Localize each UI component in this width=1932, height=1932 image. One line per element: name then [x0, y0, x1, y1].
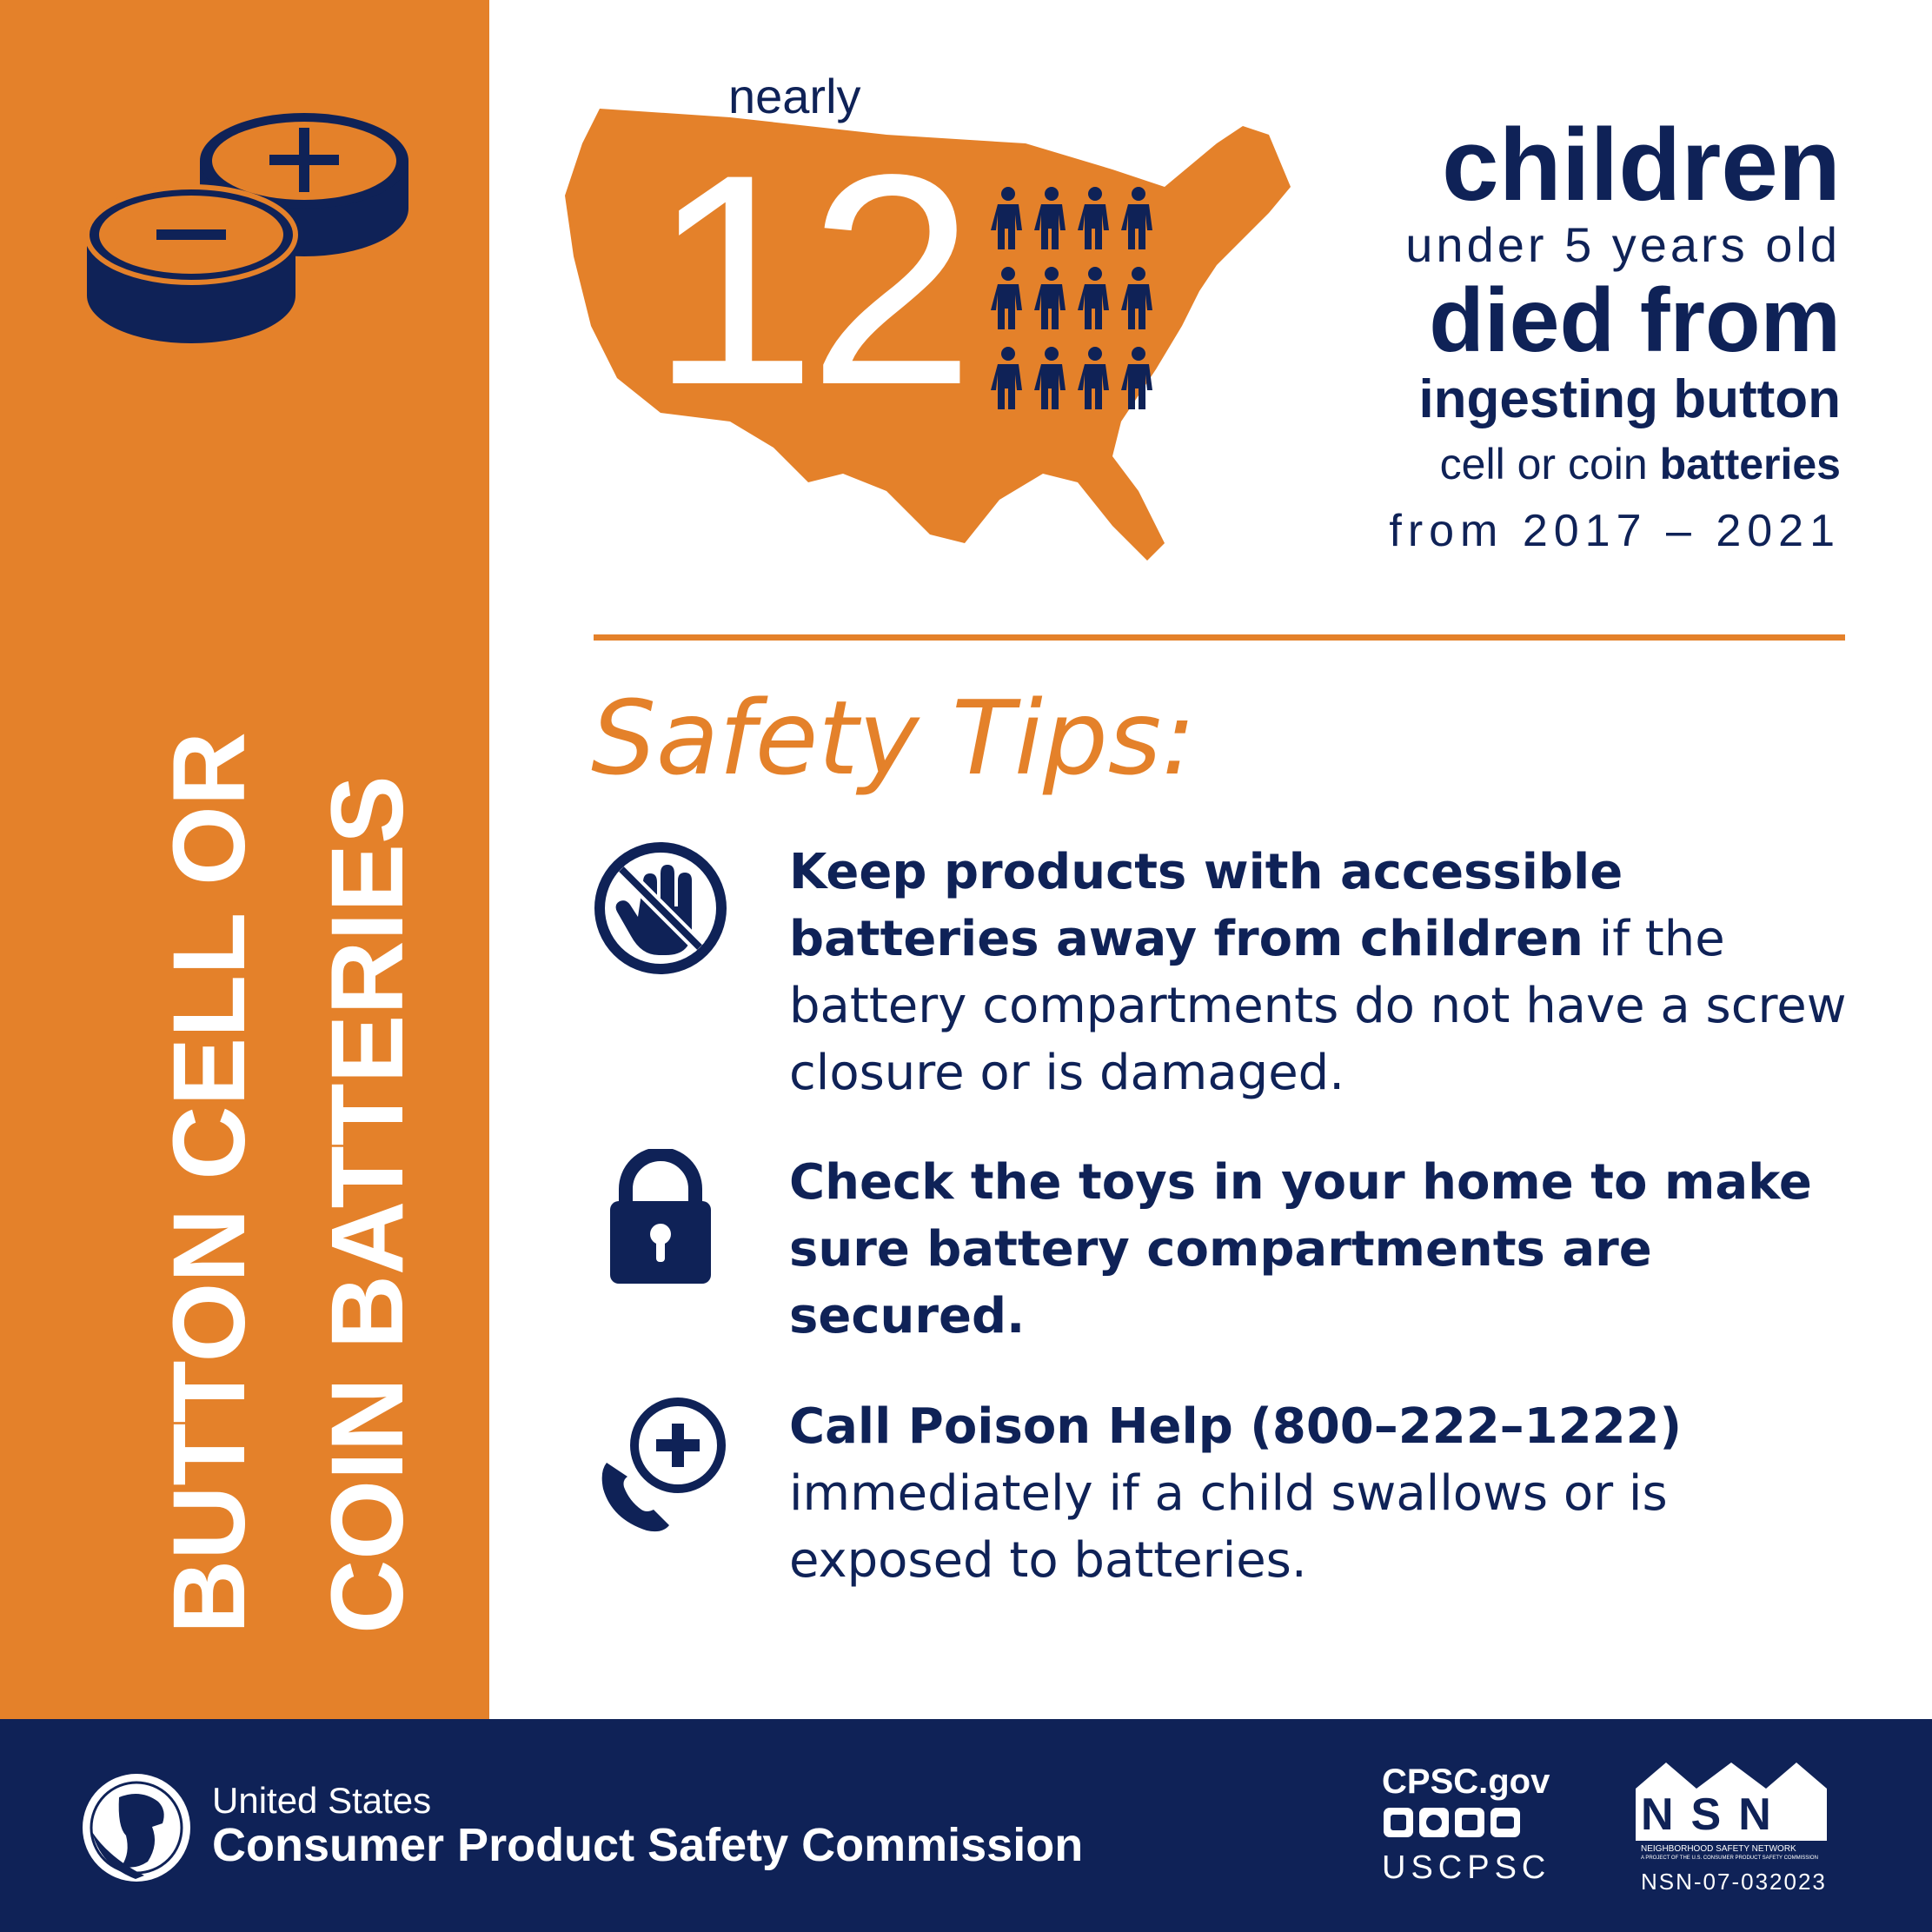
social-handle: USCPSC	[1382, 1849, 1551, 1886]
child-figure-icon	[1078, 267, 1109, 329]
child-figure-icon	[1078, 187, 1109, 249]
website-link[interactable]: CPSC.gov	[1382, 1763, 1550, 1801]
tips-title: Safety Tips:	[591, 678, 1196, 798]
tip-1-text	[789, 839, 1849, 1106]
tip-3-rest: immediately if a child swallows or is exposed to batteries.	[789, 1465, 1668, 1589]
phone-medical-icon	[591, 1393, 730, 1532]
tip-1-rest: if the battery compartments do not have a screw closure or is damaged.	[789, 911, 1847, 1101]
child-figure-icon	[1078, 347, 1109, 409]
divider	[594, 634, 1845, 641]
social-icons	[1384, 1808, 1520, 1837]
sidebar	[0, 0, 489, 1719]
stat-number: 12	[650, 113, 966, 448]
child-figure-icon	[1034, 267, 1066, 329]
child-figure-icon	[1121, 347, 1152, 409]
sidebar-title-line1: BUTTON CELL OR	[152, 732, 267, 1634]
tip-3-bold: Call Poison Help (800–222–1222)	[789, 1398, 1683, 1455]
stat-line2: under 5 years old	[1405, 217, 1841, 272]
lock-icon	[591, 1149, 730, 1288]
stat-prefix: nearly	[728, 69, 861, 123]
child-figure-icon	[991, 187, 1022, 249]
nsn-code: NSN-07-032023	[1641, 1869, 1827, 1895]
sidebar-title	[130, 417, 447, 1634]
facebook-icon[interactable]	[1384, 1808, 1413, 1837]
tip-2-bold: Check the toys in your home to make sure battery compartments are secured.	[789, 1154, 1812, 1344]
batteries-icon	[87, 78, 417, 356]
child-figure-icon	[1034, 187, 1066, 249]
children-icons	[991, 178, 1165, 413]
nsn-subtitle	[1641, 1844, 1823, 1863]
stat-line5	[1389, 431, 1841, 497]
nsn-subtitle-name: NEIGHBORHOOD SAFETY NETWORK	[1641, 1844, 1796, 1854]
youtube-icon[interactable]	[1490, 1808, 1520, 1837]
sidebar-title-line2: COIN BATTERIES	[310, 775, 425, 1634]
cpsc-seal-logo	[80, 1771, 193, 1884]
child-figure-icon	[1121, 267, 1152, 329]
instagram-icon[interactable]	[1419, 1808, 1449, 1837]
stat-line5-bold: batteries	[1659, 440, 1841, 488]
agency-line1: United States	[212, 1780, 432, 1821]
agency-line2: Consumer Product Safety Commission	[212, 1819, 1084, 1871]
child-figure-icon	[991, 347, 1022, 409]
child-figure-icon	[991, 267, 1022, 329]
tip-3-text	[789, 1393, 1849, 1594]
footer	[0, 1719, 1932, 1932]
stat-line1: children	[1442, 108, 1841, 222]
tip-2-text	[789, 1149, 1849, 1350]
child-figure-icon	[1121, 187, 1152, 249]
stat-line5-pre: cell or coin	[1439, 440, 1660, 488]
nsn-subtitle-tagline: A PROJECT OF THE U.S. CONSUMER PRODUCT SAFETY COMMISSION	[1641, 1856, 1818, 1861]
stat-line4: ingesting button	[1418, 369, 1841, 429]
stat-text	[1389, 108, 1841, 565]
stat-line3: died from	[1429, 270, 1841, 371]
nsn-logo-letters: NSN	[1641, 1789, 1789, 1840]
stat-line6: from 2017 – 2021	[1389, 506, 1841, 556]
no-hand-icon	[591, 839, 730, 978]
child-figure-icon	[1034, 347, 1066, 409]
twitter-icon[interactable]	[1455, 1808, 1484, 1837]
tip-1-bold: Keep products with accessible batteries away from children	[789, 844, 1623, 967]
